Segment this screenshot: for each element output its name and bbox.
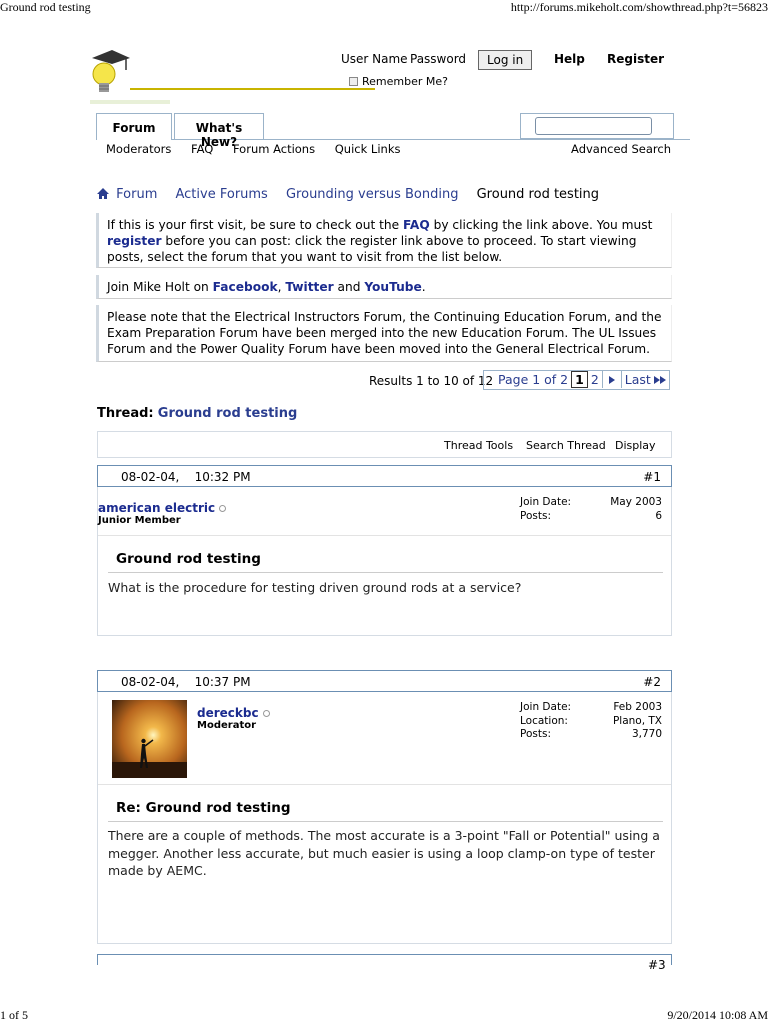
password-label: Password — [410, 52, 467, 66]
home-icon[interactable] — [97, 188, 109, 203]
offline-status-icon — [219, 505, 226, 512]
pager-current: 1 — [571, 371, 588, 388]
stat-label: Location: — [520, 714, 568, 727]
submenu-faq[interactable]: FAQ — [191, 142, 214, 156]
remember-me-label: Remember Me? — [362, 75, 448, 88]
twitter-link[interactable]: Twitter — [285, 280, 334, 294]
page-count: 1 of 5 — [0, 1008, 28, 1022]
post-number[interactable]: #2 — [643, 675, 661, 689]
print-header — [0, 0, 768, 16]
username-link[interactable]: american electric — [98, 501, 216, 515]
notice-text: If this is your first visit, be sure to check out the — [107, 218, 403, 232]
post-1-header — [97, 465, 672, 487]
breadcrumb-grounding[interactable]: Grounding versus Bonding — [285, 187, 459, 202]
offline-status-icon — [263, 710, 270, 717]
user-stats — [520, 496, 662, 523]
divider — [108, 572, 663, 573]
divider — [108, 821, 663, 822]
stat-label: Join Date: — [520, 496, 572, 508]
pager-page-2[interactable]: 2 — [590, 372, 599, 387]
login-button[interactable]: Log in — [478, 50, 532, 70]
last-arrow-icon[interactable] — [654, 371, 669, 388]
notice-text: before you can post: click the register link above to proceed. To start viewing posts, select the forum that you want to visit from the list below. — [107, 234, 637, 264]
breadcrumb-active-forums[interactable]: Active Forums — [175, 187, 268, 202]
next-arrow-icon[interactable] — [602, 371, 622, 388]
post-number[interactable]: #1 — [643, 470, 661, 484]
advanced-search-link[interactable]: Advanced Search — [571, 142, 671, 156]
youtube-link[interactable]: YouTube — [364, 280, 422, 294]
post-3-header — [97, 954, 672, 965]
lightbulb-grad-cap-icon — [86, 48, 131, 100]
post-2-user — [197, 706, 270, 731]
register-inline-link[interactable]: register — [107, 234, 162, 248]
notice-first-visit — [96, 213, 672, 268]
thread-title — [97, 406, 297, 421]
stat-label: Join Date: — [520, 701, 572, 713]
user-stats — [520, 701, 662, 742]
divider — [98, 784, 671, 785]
stat-value: 6 — [655, 509, 662, 522]
tab-forum[interactable]: Forum — [96, 113, 172, 140]
username-link[interactable]: dereckbc — [197, 706, 259, 720]
submenu-moderators[interactable]: Moderators — [106, 142, 172, 156]
post-2-header — [97, 670, 672, 692]
print-footer — [0, 1004, 768, 1024]
faq-link[interactable]: FAQ — [402, 218, 430, 232]
post-1-body — [97, 487, 672, 636]
breadcrumb-current: Ground rod testing — [476, 187, 600, 202]
help-link[interactable]: Help — [554, 52, 585, 66]
submenu — [106, 142, 416, 156]
thread-tools-menu[interactable]: Thread Tools — [444, 439, 514, 452]
pager — [483, 370, 670, 390]
stat-label: Posts: — [520, 509, 551, 522]
notice-join — [96, 275, 672, 299]
tab-whats-new[interactable]: What's New? — [174, 113, 264, 140]
user-rank: Moderator — [197, 720, 257, 731]
notice-text: Please note that the Electrical Instructors Forum, the Continuing Education Forum, and the Exam Preparation Forum have been merged into the new Education Forum. The UL Issues Forum and the Power Quality Forum have been moved into the General Electrical Forum. — [107, 310, 662, 356]
breadcrumb — [97, 187, 613, 203]
post-message: What is the procedure for testing driven ground rods at a service? — [108, 580, 522, 595]
notice-text: . — [421, 280, 426, 294]
print-timestamp: 9/20/2014 10:08 AM — [667, 1008, 768, 1022]
page-title: Ground rod testing — [0, 0, 91, 14]
pager-last[interactable]: Last — [624, 372, 651, 387]
post-1-user — [98, 501, 226, 526]
pager-page-of[interactable]: Page 1 of 2 — [498, 372, 569, 387]
search-thread-menu[interactable]: Search Thread — [526, 439, 606, 452]
avatar[interactable] — [112, 700, 187, 778]
post-3-number[interactable]: #3 — [648, 958, 666, 972]
stat-value: Feb 2003 — [613, 701, 662, 713]
facebook-link[interactable]: Facebook — [212, 280, 278, 294]
notice-text: , — [277, 280, 286, 294]
thread-tools-bar — [97, 431, 672, 458]
post-date: 08-02-04, 10:37 PM — [121, 675, 251, 689]
logo-shadow — [90, 100, 170, 104]
post-message: There are a couple of methods. The most accurate is a 3-point "Fall or Potential" using a megger. Another less accurate, but much easier is using a loop clamp-on type of tester made by AEMC. — [108, 828, 660, 878]
divider — [98, 535, 671, 536]
notice-text: and — [333, 280, 365, 294]
post-2-body — [97, 692, 672, 944]
stat-value: May 2003 — [610, 496, 662, 508]
display-menu[interactable]: Display — [615, 439, 656, 452]
stat-value: 3,770 — [631, 728, 662, 740]
user-rank: Junior Member — [98, 515, 181, 526]
thread-title-link[interactable]: Ground rod testing — [157, 406, 298, 421]
breadcrumb-forum[interactable]: Forum — [116, 187, 158, 202]
search-input[interactable] — [535, 117, 652, 135]
submenu-forum-actions[interactable]: Forum Actions — [232, 142, 316, 156]
post-title: Ground rod testing — [116, 551, 261, 567]
post-title: Re: Ground rod testing — [116, 800, 291, 816]
notice-text: Join Mike Holt on — [107, 280, 213, 294]
thread-label: Thread: — [97, 406, 154, 421]
search-box — [520, 113, 674, 139]
stat-value: Plano, TX — [612, 714, 662, 727]
username-label: User Name — [341, 52, 408, 66]
notice-text: by clicking the link above. You must — [429, 218, 653, 232]
post-date: 08-02-04, 10:32 PM — [121, 470, 251, 484]
stat-label: Posts: — [520, 728, 551, 740]
page-url: http://forums.mikeholt.com/showthread.php?t=56823 — [510, 0, 768, 14]
remember-me-checkbox[interactable] — [349, 77, 358, 86]
submenu-quick-links[interactable]: Quick Links — [334, 142, 401, 156]
avatar-image — [112, 700, 187, 778]
notice-merge — [96, 305, 672, 362]
logo[interactable] — [86, 48, 131, 100]
register-link[interactable]: Register — [607, 52, 665, 66]
results-count: Results 1 to 10 of 12 — [369, 374, 494, 388]
logo-underline — [130, 88, 375, 90]
